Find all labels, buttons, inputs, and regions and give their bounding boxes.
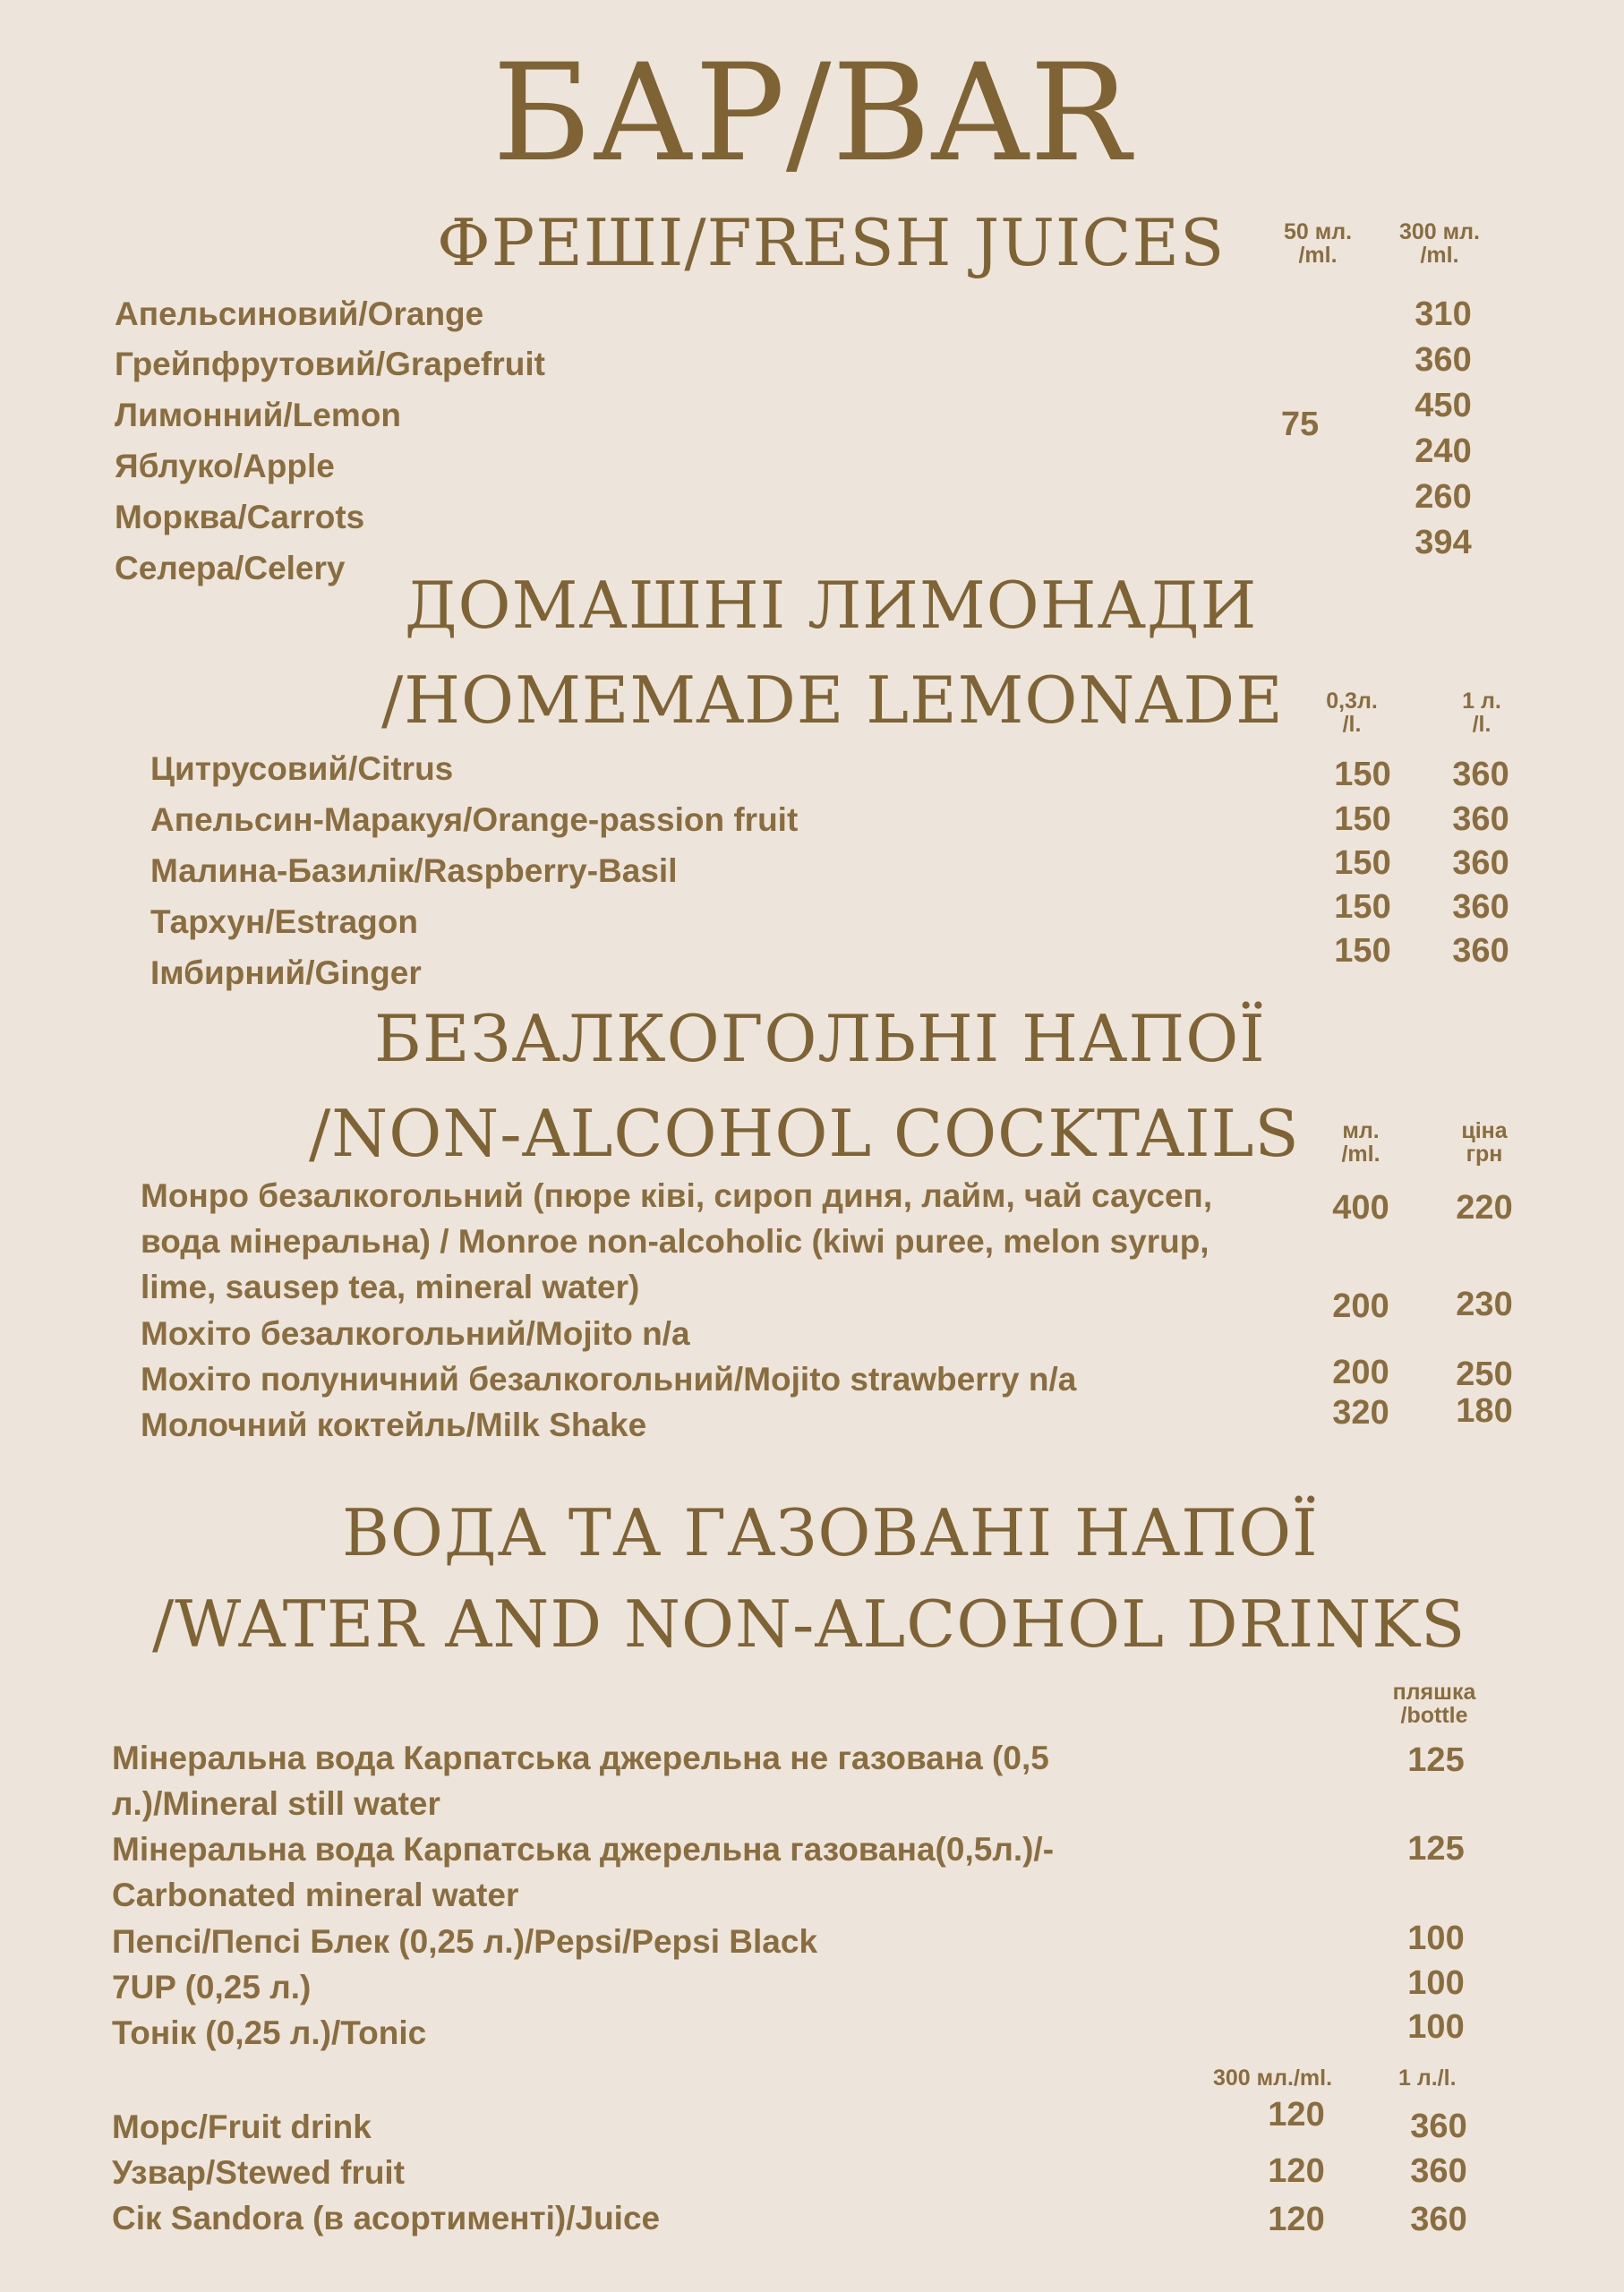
menu-item-price: 360: [1452, 932, 1509, 970]
menu-item-name: Яблуко/Apple: [115, 448, 335, 484]
menu-item-name: Селера/Celery: [115, 550, 346, 586]
menu-item-name: Узвар/Stewed fruit: [112, 2154, 406, 2191]
menu-item-price: 240: [1415, 432, 1472, 470]
cocktails-title-line2: /NON-ALCOHOL COCKTAILS: [309, 1096, 1300, 1171]
water-col2-header: 1 л./l.: [1398, 2065, 1457, 2091]
menu-item-price: 150: [1334, 844, 1391, 882]
menu-item-price: 100: [1407, 2008, 1465, 2046]
menu-item-price: 180: [1456, 1392, 1513, 1430]
menu-item-name: Пепсі/Пепсі Блек (0,25 л.)/Pepsi/Pepsi Black: [112, 1923, 818, 1960]
menu-item-name: Лимонний/Lemon: [115, 397, 401, 433]
menu-item-name: Мінеральна вода Карпатська джерельна газована(0,5л.)/-Carbonated mineral water: [112, 1831, 1055, 1913]
menu-item-price: 360: [1452, 844, 1509, 882]
water-title-line2: /WATER AND NON-ALCOHOL DRINKS: [152, 1586, 1466, 1662]
menu-item-price: 220: [1456, 1189, 1513, 1227]
menu-item-name: Грейпфрутовий/Grapefruit: [115, 346, 545, 382]
water-bottle-header: [1372, 1681, 1497, 1728]
menu-item-name: Молочний коктейль/Milk Shake: [141, 1407, 647, 1443]
menu-item-ml: 400: [1332, 1189, 1389, 1227]
lemonade-title-line2: /HOMEMADE LEMONADE: [381, 663, 1284, 738]
lemonade-col2-header-line1: 1 л.: [1462, 688, 1501, 714]
water-bottle-header-line2: /bottle: [1400, 1703, 1468, 1729]
menu-item-name: Мохіто полуничний безалкогольний/Mojito strawberry n/a: [141, 1361, 1077, 1398]
lemonade-col1-header: [1294, 689, 1410, 737]
menu-item-price: 360: [1410, 2152, 1467, 2190]
fresh-juices-title: ФРЕШІ/FRESH JUICES: [437, 205, 1226, 280]
cocktails-col2-header-line2: грн: [1466, 1142, 1503, 1167]
cocktails-col1-header-line2: /ml.: [1341, 1142, 1380, 1167]
menu-item-price: 360: [1452, 800, 1509, 838]
fresh-col2-header-line2: /ml.: [1420, 243, 1459, 269]
menu-item-price: 150: [1334, 888, 1391, 926]
lemonade-col1-header-line2: /l.: [1342, 712, 1362, 738]
fresh-col2-header: [1377, 220, 1502, 268]
fresh-shared-price: 75: [1280, 406, 1320, 443]
menu-item-price: 120: [1268, 2096, 1325, 2134]
lemonade-col2-header-line2: /l.: [1472, 712, 1492, 738]
menu-item-price: 100: [1407, 1920, 1465, 1957]
cocktails-col1-header-line1: мл.: [1342, 1118, 1380, 1143]
menu-item-name: Малина-Базилік/Raspberry-Basil: [150, 852, 678, 889]
cocktails-col2-header-line1: ціна: [1461, 1118, 1508, 1143]
menu-item-price: 125: [1407, 1830, 1465, 1868]
lemonade-title-line1: ДОМАШНІ ЛИМОНАДИ: [405, 568, 1258, 643]
fresh-col1-header-line2: /ml.: [1298, 243, 1338, 269]
menu-item-name: Цитрусовий/Citrus: [150, 750, 454, 787]
water-bottle-header-line1: пляшка: [1392, 1680, 1476, 1705]
menu-item-price: 150: [1334, 800, 1391, 838]
menu-item-name: Сік Sandora (в асортименті)/Juice: [112, 2200, 661, 2236]
menu-item-price: 250: [1456, 1356, 1513, 1393]
fresh-col1-header-line1: 50 мл.: [1283, 219, 1353, 244]
lemonade-col1-header-line1: 0,3л.: [1326, 688, 1378, 714]
menu-item-price: 150: [1334, 932, 1391, 970]
menu-item-name: Апельсин-Маракуя/Orange-passion fruit: [150, 801, 799, 838]
menu-item-name: Монро безалкогольний (пюре ківі, сироп диня, лайм, чай саусеп, вода мінеральна) / Monroe non-alcoholic (kiwi puree, melon syrup, lime, sausep tea, mineral water): [141, 1177, 1213, 1305]
cocktails-col2-header: [1422, 1119, 1547, 1167]
fresh-col1-header: [1255, 220, 1380, 268]
menu-item-price: 125: [1407, 1741, 1465, 1779]
menu-item-name: Мохіто безалкогольний/Mojito n/a: [141, 1315, 690, 1352]
menu-item-name: Морква/Carrots: [115, 499, 365, 535]
menu-item-price: 360: [1415, 341, 1472, 379]
lemonade-col2-header: [1423, 689, 1540, 737]
menu-item-name: 7UP (0,25 л.): [112, 1969, 312, 2006]
water-col1-header: 300 мл./ml.: [1213, 2065, 1333, 2091]
menu-item-price: 360: [1452, 888, 1509, 926]
page-title: БАР/BAR: [492, 36, 1132, 192]
menu-item-ml: 200: [1332, 1287, 1389, 1325]
menu-item-ml: 320: [1332, 1394, 1389, 1432]
menu-item-price: 120: [1268, 2152, 1325, 2190]
menu-item-price: 360: [1452, 756, 1509, 793]
fresh-col2-header-line1: 300 мл.: [1399, 219, 1480, 244]
cocktails-col1-header: [1298, 1119, 1423, 1167]
menu-item-price: 360: [1410, 2201, 1467, 2238]
menu-item-name: Мінеральна вода Карпатська джерельна не газована (0,5 л.)/Mineral still water: [112, 1740, 1049, 1822]
menu-item-price: 230: [1456, 1286, 1513, 1323]
menu-item-name: Морс/Fruit drink: [112, 2108, 372, 2145]
menu-item-price: 310: [1415, 295, 1472, 333]
menu-item-price: 260: [1415, 478, 1472, 516]
water-title-line1: ВОДА ТА ГАЗОВАНІ НАПОЇ: [342, 1495, 1319, 1570]
menu-item-price: 450: [1415, 387, 1472, 424]
menu-item-ml: 200: [1332, 1354, 1389, 1391]
menu-item-price: 150: [1334, 756, 1391, 793]
menu-item-name: Тархун/Estragon: [150, 903, 418, 940]
cocktails-title-line1: БЕЗАЛКОГОЛЬНІ НАПОЇ: [374, 1001, 1266, 1076]
menu-item-name: Апельсиновий/Orange: [115, 295, 484, 332]
menu-item-price: 394: [1415, 524, 1472, 561]
menu-item-name: Тонік (0,25 л.)/Tonic: [112, 2014, 427, 2051]
menu-item-price: 360: [1410, 2108, 1467, 2145]
menu-item-name: Імбирний/Ginger: [150, 954, 422, 991]
menu-item-price: 120: [1268, 2201, 1325, 2238]
menu-item-price: 100: [1407, 1964, 1465, 2002]
